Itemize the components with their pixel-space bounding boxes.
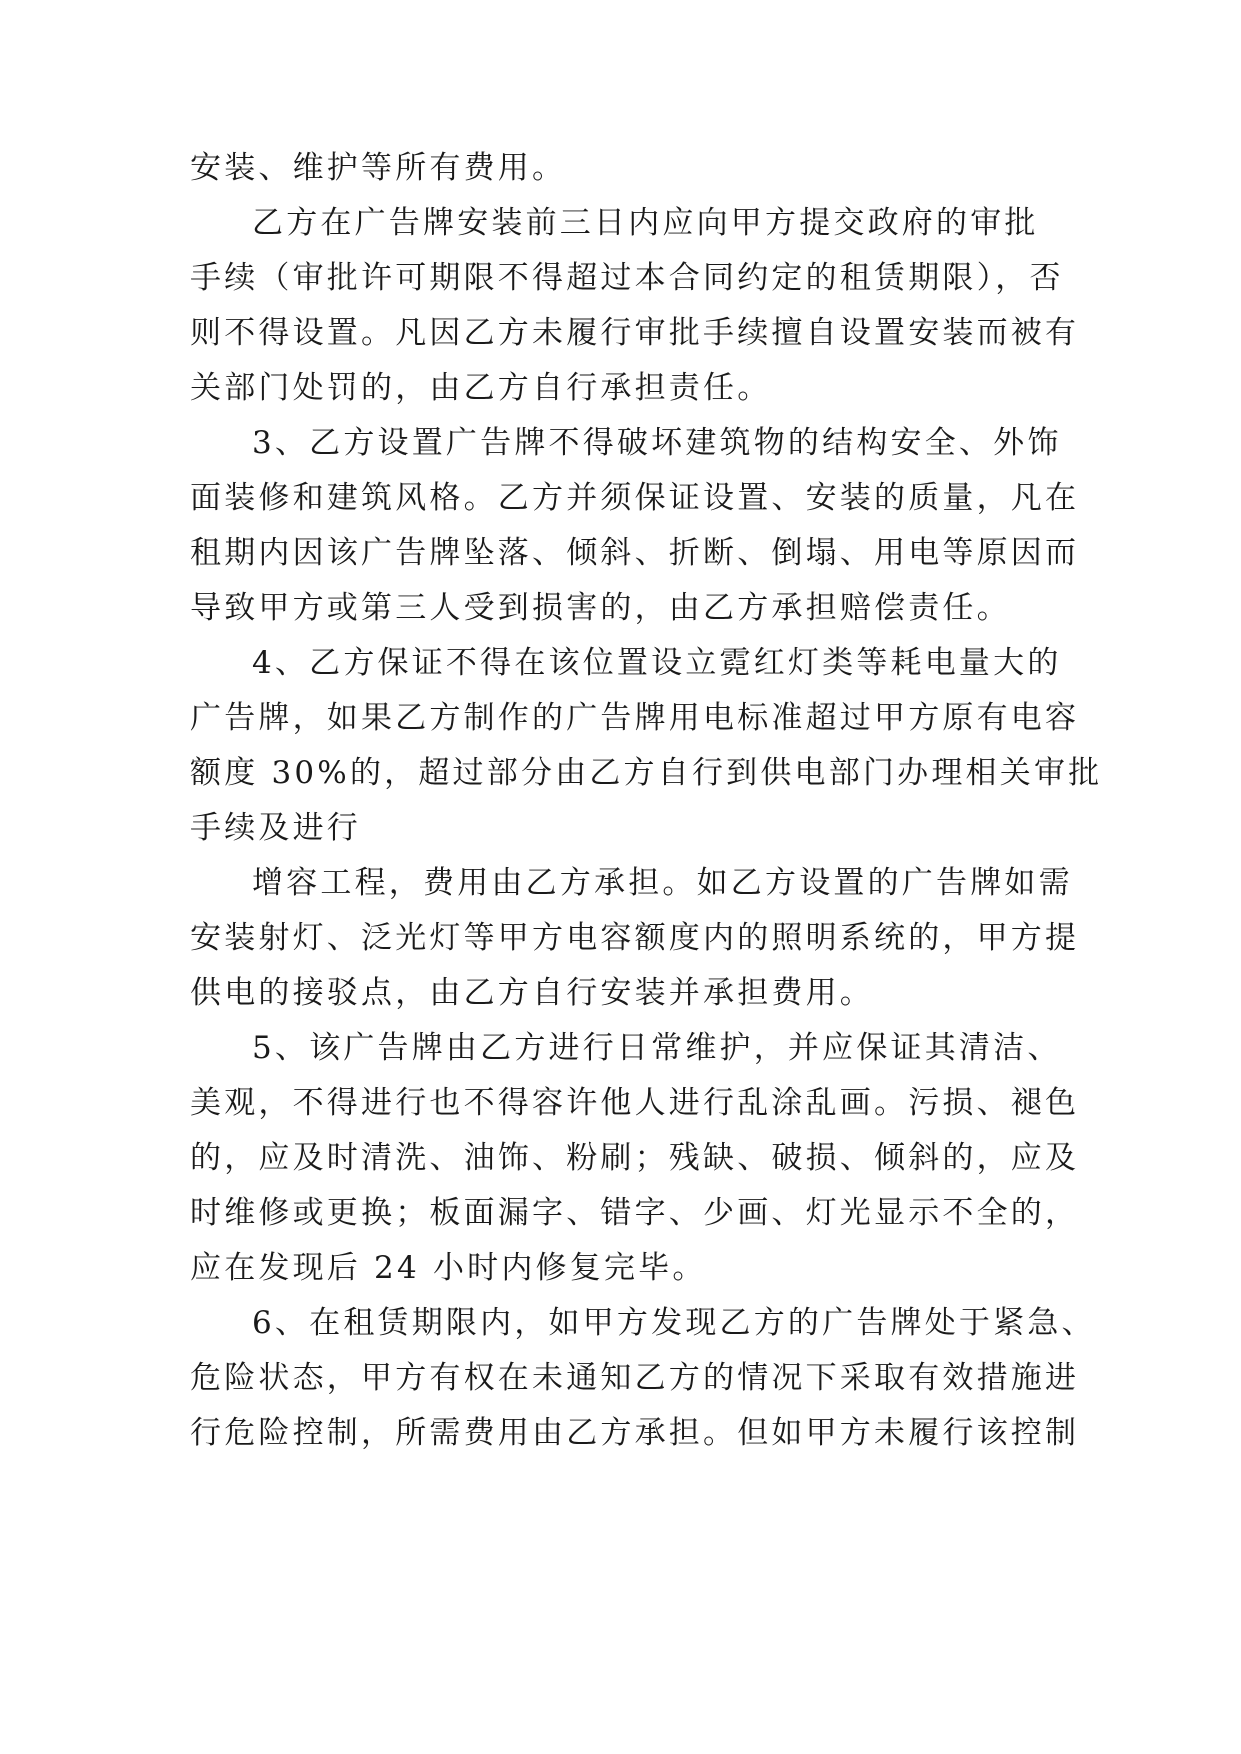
text-line: 租期内因该广告牌坠落、倾斜、折断、倒塌、用电等原因而 <box>190 535 1080 571</box>
text-line: 应在发现后 24 小时内修复完毕。 <box>190 1250 707 1286</box>
text-line: 乙方在广告牌安装前三日内应向甲方提交政府的审批 <box>252 205 1039 241</box>
text-line: 手续及进行 <box>190 810 361 846</box>
text-line: 的，应及时清洗、油饰、粉刷；残缺、破损、倾斜的，应及 <box>190 1140 1080 1176</box>
text-line: 4、乙方保证不得在该位置设立霓红灯类等耗电量大的 <box>252 645 1062 681</box>
text-line: 供电的接驳点，由乙方自行安装并承担费用。 <box>190 975 874 1011</box>
text-line: 6、在租赁期限内，如甲方发现乙方的广告牌处于紧急、 <box>252 1305 1096 1341</box>
text-line: 安装、维护等所有费用。 <box>190 150 567 186</box>
text-line: 关部门处罚的，由乙方自行承担责任。 <box>190 370 772 406</box>
text-line: 安装射灯、泛光灯等甲方电容额度内的照明系统的，甲方提 <box>190 920 1080 956</box>
text-line: 美观，不得进行也不得容许他人进行乱涂乱画。污损、褪色 <box>190 1085 1080 1121</box>
text-line: 危险状态，甲方有权在未通知乙方的情况下采取有效措施进 <box>190 1360 1080 1396</box>
text-line: 增容工程，费用由乙方承担。如乙方设置的广告牌如需 <box>252 865 1073 901</box>
text-line: 行危险控制，所需费用由乙方承担。但如甲方未履行该控制 <box>190 1415 1080 1451</box>
text-line: 5、该广告牌由乙方进行日常维护，并应保证其清洁、 <box>252 1030 1062 1066</box>
text-line: 则不得设置。凡因乙方未履行审批手续擅自设置安装而被有 <box>190 315 1080 351</box>
text-line: 时维修或更换；板面漏字、错字、少画、灯光显示不全的， <box>190 1195 1080 1231</box>
text-line: 3、乙方设置广告牌不得破坏建筑物的结构安全、外饰 <box>252 425 1062 461</box>
text-line: 广告牌，如果乙方制作的广告牌用电标准超过甲方原有电容 <box>190 700 1080 736</box>
text-line: 额度 30%的，超过部分由乙方自行到供电部门办理相关审批 <box>190 755 1103 791</box>
text-line: 手续（审批许可期限不得超过本合同约定的租赁期限），否 <box>190 260 1064 296</box>
text-line: 导致甲方或第三人受到损害的，由乙方承担赔偿责任。 <box>190 590 1011 626</box>
text-line: 面装修和建筑风格。乙方并须保证设置、安装的质量，凡在 <box>190 480 1080 516</box>
